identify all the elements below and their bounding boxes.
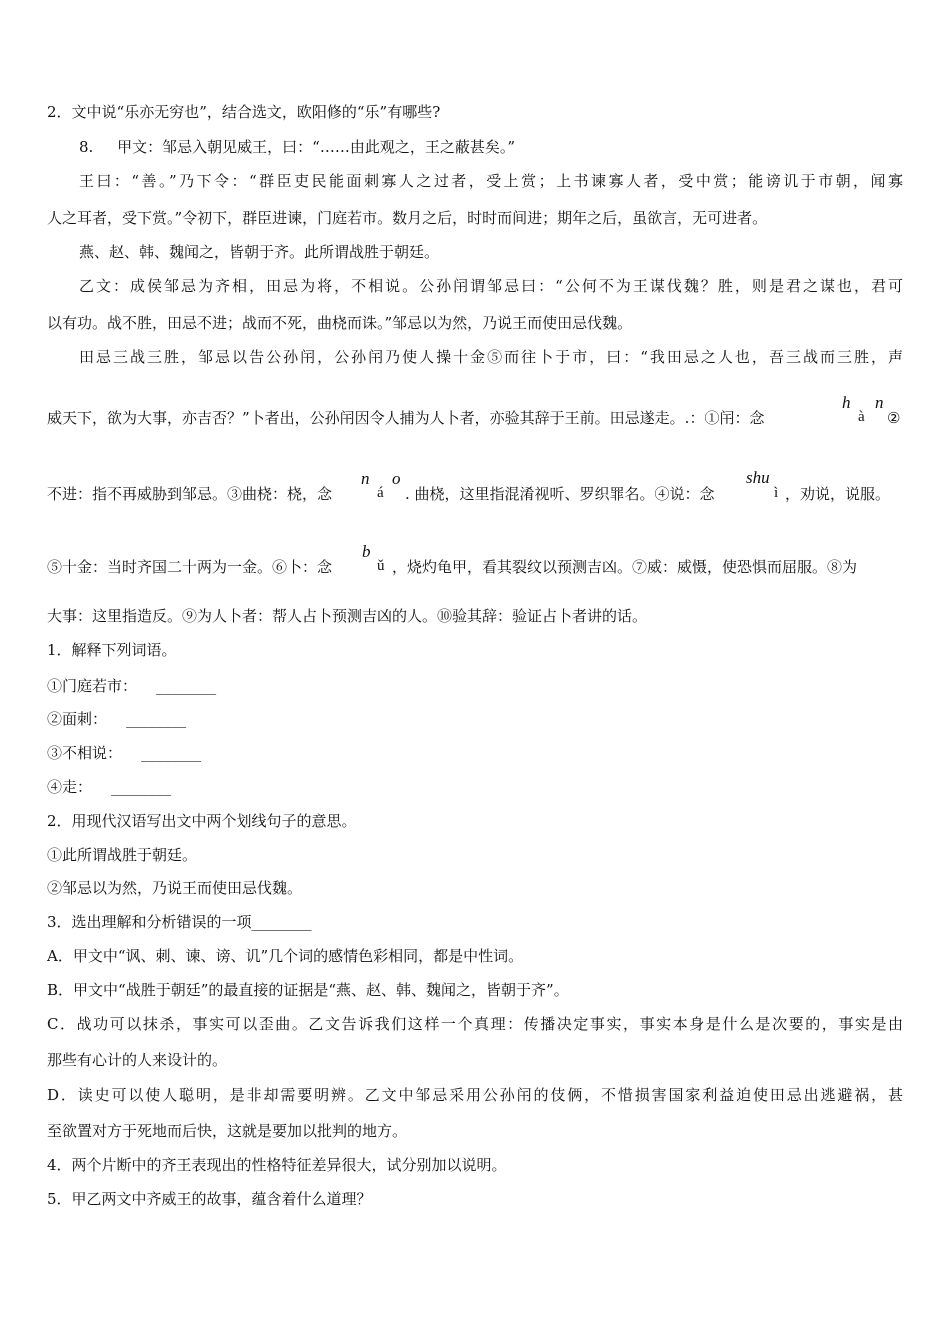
passage-8-heading: 8. 甲文：邹忌入朝见威王，曰：“……由此观之，王之蔽甚矣。” bbox=[79, 138, 515, 156]
passage-line-end: ② bbox=[887, 409, 901, 427]
pinyin-shui-tone: ì bbox=[774, 485, 779, 501]
option-c: C．战功可以抹杀，事实可以歪曲。乙文告诉我们这样一个真理：传播决定事实，事实本身是什么是次要的，事实是由 bbox=[47, 1015, 903, 1033]
option-d: D．读史可以使人聪明，是非却需要明辨。乙文中邹忌采用公孙闬的伎俩，不惜损害国家利益迫使田忌出逃避祸，甚 bbox=[47, 1086, 903, 1104]
pinyin-han-tone: à bbox=[858, 409, 865, 425]
question-2-a: ①此所谓战胜于朝廷。 bbox=[47, 846, 198, 864]
question-1-d: ④走： ________ bbox=[47, 778, 172, 796]
question-1-c: ③不相说： ________ bbox=[47, 744, 202, 762]
passage-line: 王曰：“善。”乃下令：“群臣吏民能面刺寡人之过者，受上赏；上书谏寡人者，受中赏；能谤讥于市朝，闻寡 bbox=[79, 172, 903, 190]
option-c-cont: 那些有心计的人来设计的。 bbox=[47, 1051, 228, 1069]
option-b: B．甲文中“战胜于朝廷”的最直接的证据是“燕、赵、韩、魏闻之，皆朝于齐”。 bbox=[47, 981, 569, 999]
passage-line: 田忌三战三胜，邹忌以告公孙闬，公孙闬乃使人操十金⑤而往卜于市，曰：“我田忌之人也，吾三战而三胜，声 bbox=[79, 348, 903, 366]
note-line: 大事：这里指造反。⑨为人卜者：帮人占卜预测吉凶的人。⑩验其辞：验证占卜者讲的话。 bbox=[47, 607, 648, 625]
question-1-b: ②面刺： ________ bbox=[47, 710, 187, 728]
question-4: 4．两个片断中的齐王表现出的性格特征差异很大，试分别加以说明。 bbox=[47, 1156, 507, 1174]
passage-line: 人之耳者，受下赏。”令初下，群臣进谏，门庭若市。数月之后，时时而间进；期年之后，虽欲言，无可进者。 bbox=[47, 209, 768, 227]
passage-line: 以有功。战不胜，田忌不进；战而不死，曲桡而诛。”邹忌以为然，乃说王而使田忌伐魏。 bbox=[47, 314, 633, 332]
passage-line: 威天下，欲为大事，亦吉否？”卜者出，公孙闬因令人捕为人卜者，亦验其辞于王前。田忌遂走。.：①闬：念 bbox=[47, 409, 765, 427]
pinyin-han-final: n bbox=[875, 393, 884, 412]
note-line: ，劝说，说服。 bbox=[785, 485, 891, 503]
option-a: A．甲文中“讽、刺、谏、谤、讥”几个词的感情色彩相同，都是中性词。 bbox=[47, 947, 524, 965]
note-line: ⑤十金：当时齐国二十两为一金。⑥卜：念 bbox=[47, 558, 333, 576]
question-2: 2．用现代汉语写出文中两个划线句子的意思。 bbox=[47, 812, 357, 830]
pinyin-han-initial: h bbox=[842, 393, 851, 412]
question-1: 1．解释下列词语。 bbox=[47, 641, 177, 659]
pinyin-bu-tone: ǔ bbox=[377, 558, 385, 574]
question-2-b: ②邹忌以为然，乃说王而使田忌伐魏。 bbox=[47, 879, 303, 897]
passage-line: 乙文：成侯邹忌为齐相，田忌为将，不相说。公孙闬谓邹忌曰：“公何不为王谋伐魏？胜，则是君之谋也，君可 bbox=[79, 277, 903, 295]
question-5: 5．甲乙两文中齐威王的故事，蕴含着什么道理？ bbox=[47, 1190, 372, 1208]
note-line: 不进：指不再威胁到邹忌。③曲桡：桡，念 bbox=[47, 485, 333, 503]
pinyin-bu-initial: b bbox=[362, 542, 371, 561]
pinyin-nao-final: o bbox=[392, 469, 401, 488]
question-1-a: ①门庭若市： ________ bbox=[47, 677, 217, 695]
pinyin-shui-initial: shu bbox=[746, 468, 770, 487]
note-line: ，烧灼龟甲，看其裂纹以预测吉凶。⑦威：威慑，使恐惧而屈服。⑧为 bbox=[392, 558, 858, 576]
question-2-prev: 2．文中说“乐亦无穷也”，结合选文，欧阳修的“乐”有哪些? bbox=[47, 103, 441, 121]
question-3: 3．选出理解和分析错误的一项________ bbox=[47, 913, 312, 931]
note-line: . 曲桡，这里指混淆视听、罗织罪名。④说：念 bbox=[405, 485, 715, 503]
pinyin-nao-initial: n bbox=[361, 469, 370, 488]
passage-line: 燕、赵、韩、魏闻之，皆朝于齐。此所谓战胜于朝廷。 bbox=[79, 243, 440, 261]
pinyin-nao-tone: á bbox=[377, 485, 384, 501]
option-d-cont: 至欲置对方于死地而后快，这就是要加以批判的地方。 bbox=[47, 1122, 408, 1140]
